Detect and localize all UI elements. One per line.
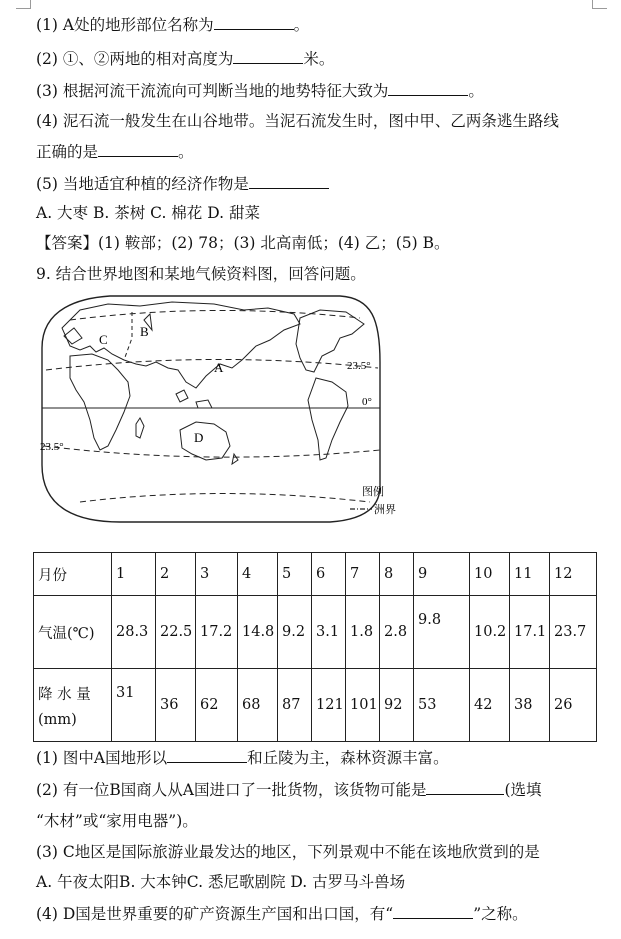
q8-part2-tail: 米。 [303, 50, 335, 68]
month-cell: 5 [278, 553, 312, 596]
q8-part5 [36, 173, 329, 194]
map-label-d: D [194, 430, 204, 445]
q9-sub1-text: (1) 图中A国地形以 [36, 749, 168, 767]
q8-part2 [36, 48, 334, 69]
q9-sub2-text: (2) 有一位B国商人从A国进口了一批货物，该货物可能是 [36, 781, 427, 799]
q8-part1-tail: 。 [293, 16, 310, 34]
q9-sub2-line1 [36, 779, 542, 800]
q8-part3 [36, 80, 484, 101]
south-america-outline [308, 378, 348, 460]
row-header-precipitation [34, 669, 112, 742]
q9-sub4-tail: ”之称。 [473, 905, 528, 923]
new-zealand-outline [232, 454, 238, 464]
month-cell: 6 [312, 553, 346, 596]
month-cell: 8 [380, 553, 414, 596]
row-header-temperature: 气温(℃) [34, 596, 112, 669]
temp-cell: 17.1 [510, 596, 550, 669]
month-cell: 1 [112, 553, 156, 596]
q8-part4-text: 正确的是 [36, 143, 99, 161]
temp-cell [414, 596, 470, 669]
month-cell: 4 [238, 553, 278, 596]
tropic-of-cancer-line [46, 359, 378, 370]
table-row-precipitation [34, 669, 597, 742]
australia-outline [180, 422, 230, 460]
temp-cell: 28.3 [112, 596, 156, 669]
month-cell: 10 [470, 553, 510, 596]
table-row-months [34, 553, 597, 596]
q8-part1-text: (1) A处的地形部位名称为 [36, 16, 214, 34]
temp-cell: 2.8 [380, 596, 414, 669]
month-cell: 2 [156, 553, 196, 596]
q9-sub4 [36, 903, 528, 924]
row-header-month: 月份 [34, 553, 112, 596]
precip-label-line2: (mm) [38, 711, 77, 728]
page-corner-mark-left [16, 0, 31, 9]
precip-cell: 62 [196, 669, 238, 742]
country-c-outline [64, 328, 82, 344]
q9-sub1 [36, 747, 449, 768]
answer-blank [167, 747, 247, 763]
q8-options: A. 大枣 B. 茶树 C. 棉花 D. 甜菜 [36, 204, 260, 222]
answer-blank [388, 80, 468, 96]
climate-table [33, 552, 597, 742]
q9-sub3-options: A. 午夜太阳B. 大本钟C. 悉尼歌剧院 D. 古罗马斗兽场 [36, 873, 406, 891]
lat-label-north: 23.5° [347, 360, 371, 372]
q9-sub3: (3) C地区是国际旅游业最发达的地区，下列景观中不能在该地欣赏到的是 [36, 843, 540, 861]
month-cell: 11 [510, 553, 550, 596]
q8-part5-text: (5) 当地适宜种植的经济作物是 [36, 175, 249, 193]
q9-sub1-tail: 和丘陵为主，森林资源丰富。 [247, 749, 449, 767]
precip-cell: 87 [278, 669, 312, 742]
island-outline [196, 400, 212, 408]
legend-item: 洲界 [374, 504, 396, 516]
antarctic-circle-line [80, 494, 370, 503]
table-row-temperature [34, 596, 597, 669]
answer-blank [98, 141, 178, 157]
answer-blank [393, 903, 473, 919]
month-cell: 12 [550, 553, 597, 596]
q9-sub2-line2: “木材”或“家用电器”)。 [36, 812, 198, 830]
q9-sub2-tail: (选填 [504, 781, 542, 799]
world-map [0, 290, 621, 530]
precip-cell: 121 [312, 669, 346, 742]
temp-cell: 22.5 [156, 596, 196, 669]
precip-cell: 36 [156, 669, 196, 742]
q8-part3-tail: 。 [468, 82, 484, 100]
madagascar-outline [136, 418, 144, 438]
answer-blank [426, 779, 504, 795]
map-label-c: C [99, 332, 108, 347]
precip-cell: 38 [510, 669, 550, 742]
q8-part3-text: (3) 根据河流干流流向可判断当地的地势特征大致为 [36, 82, 389, 100]
precip-cell: 53 [414, 669, 470, 742]
temp-cell: 17.2 [196, 596, 238, 669]
answer-blank [214, 14, 294, 30]
lat-label-south: 23.5° [40, 441, 64, 453]
map-label-a: A [214, 360, 224, 375]
precip-cell: 26 [550, 669, 597, 742]
precip-label-line1: 降 水 量 [38, 686, 91, 703]
lat-label-equator: 0° [362, 396, 372, 408]
q8-part1 [36, 14, 309, 35]
q8-part2-text: (2) ①、②两地的相对高度为 [36, 50, 234, 68]
q8-part4-tail: 。 [178, 143, 194, 161]
q8-part4-line2 [36, 141, 194, 162]
precip-cell [112, 669, 156, 742]
precip-value: 31 [116, 685, 135, 701]
temp-cell: 10.2 [470, 596, 510, 669]
world-map-figure [0, 290, 621, 530]
temp-cell: 14.8 [238, 596, 278, 669]
legend-title: 图例 [362, 486, 384, 498]
q9-stem: 9. 结合世界地图和某地气候资料图，回答问题。 [36, 265, 366, 283]
q9-sub4-text: (4) D国是世界重要的矿产资源生产国和出口国，有“ [36, 905, 394, 923]
map-label-b: B [140, 324, 149, 339]
precip-cell: 42 [470, 669, 510, 742]
continent-boundary [124, 312, 132, 360]
month-cell: 3 [196, 553, 238, 596]
q8-part4-line1: (4) 泥石流一般发生在山谷地带。当泥石流发生时，图中甲、乙两条逃生路线 [36, 112, 559, 130]
temp-value: 9.8 [418, 612, 442, 628]
q8-answer: 【答案】(1) 鞍部；(2) 78；(3) 北高南低；(4) 乙；(5) B。 [36, 234, 450, 252]
island-outline [176, 390, 188, 402]
temp-cell: 1.8 [346, 596, 380, 669]
month-cell: 9 [414, 553, 470, 596]
africa-outline [70, 354, 130, 450]
precip-cell: 101 [346, 669, 380, 742]
precip-cell: 92 [380, 669, 414, 742]
map-frame [42, 296, 380, 522]
eurasia-outline [62, 302, 300, 388]
temp-cell: 9.2 [278, 596, 312, 669]
temp-cell: 23.7 [550, 596, 597, 669]
page-corner-mark-right [592, 0, 607, 9]
precip-cell: 68 [238, 669, 278, 742]
answer-blank [233, 48, 303, 64]
temp-cell: 3.1 [312, 596, 346, 669]
answer-blank [249, 173, 329, 189]
month-cell: 7 [346, 553, 380, 596]
